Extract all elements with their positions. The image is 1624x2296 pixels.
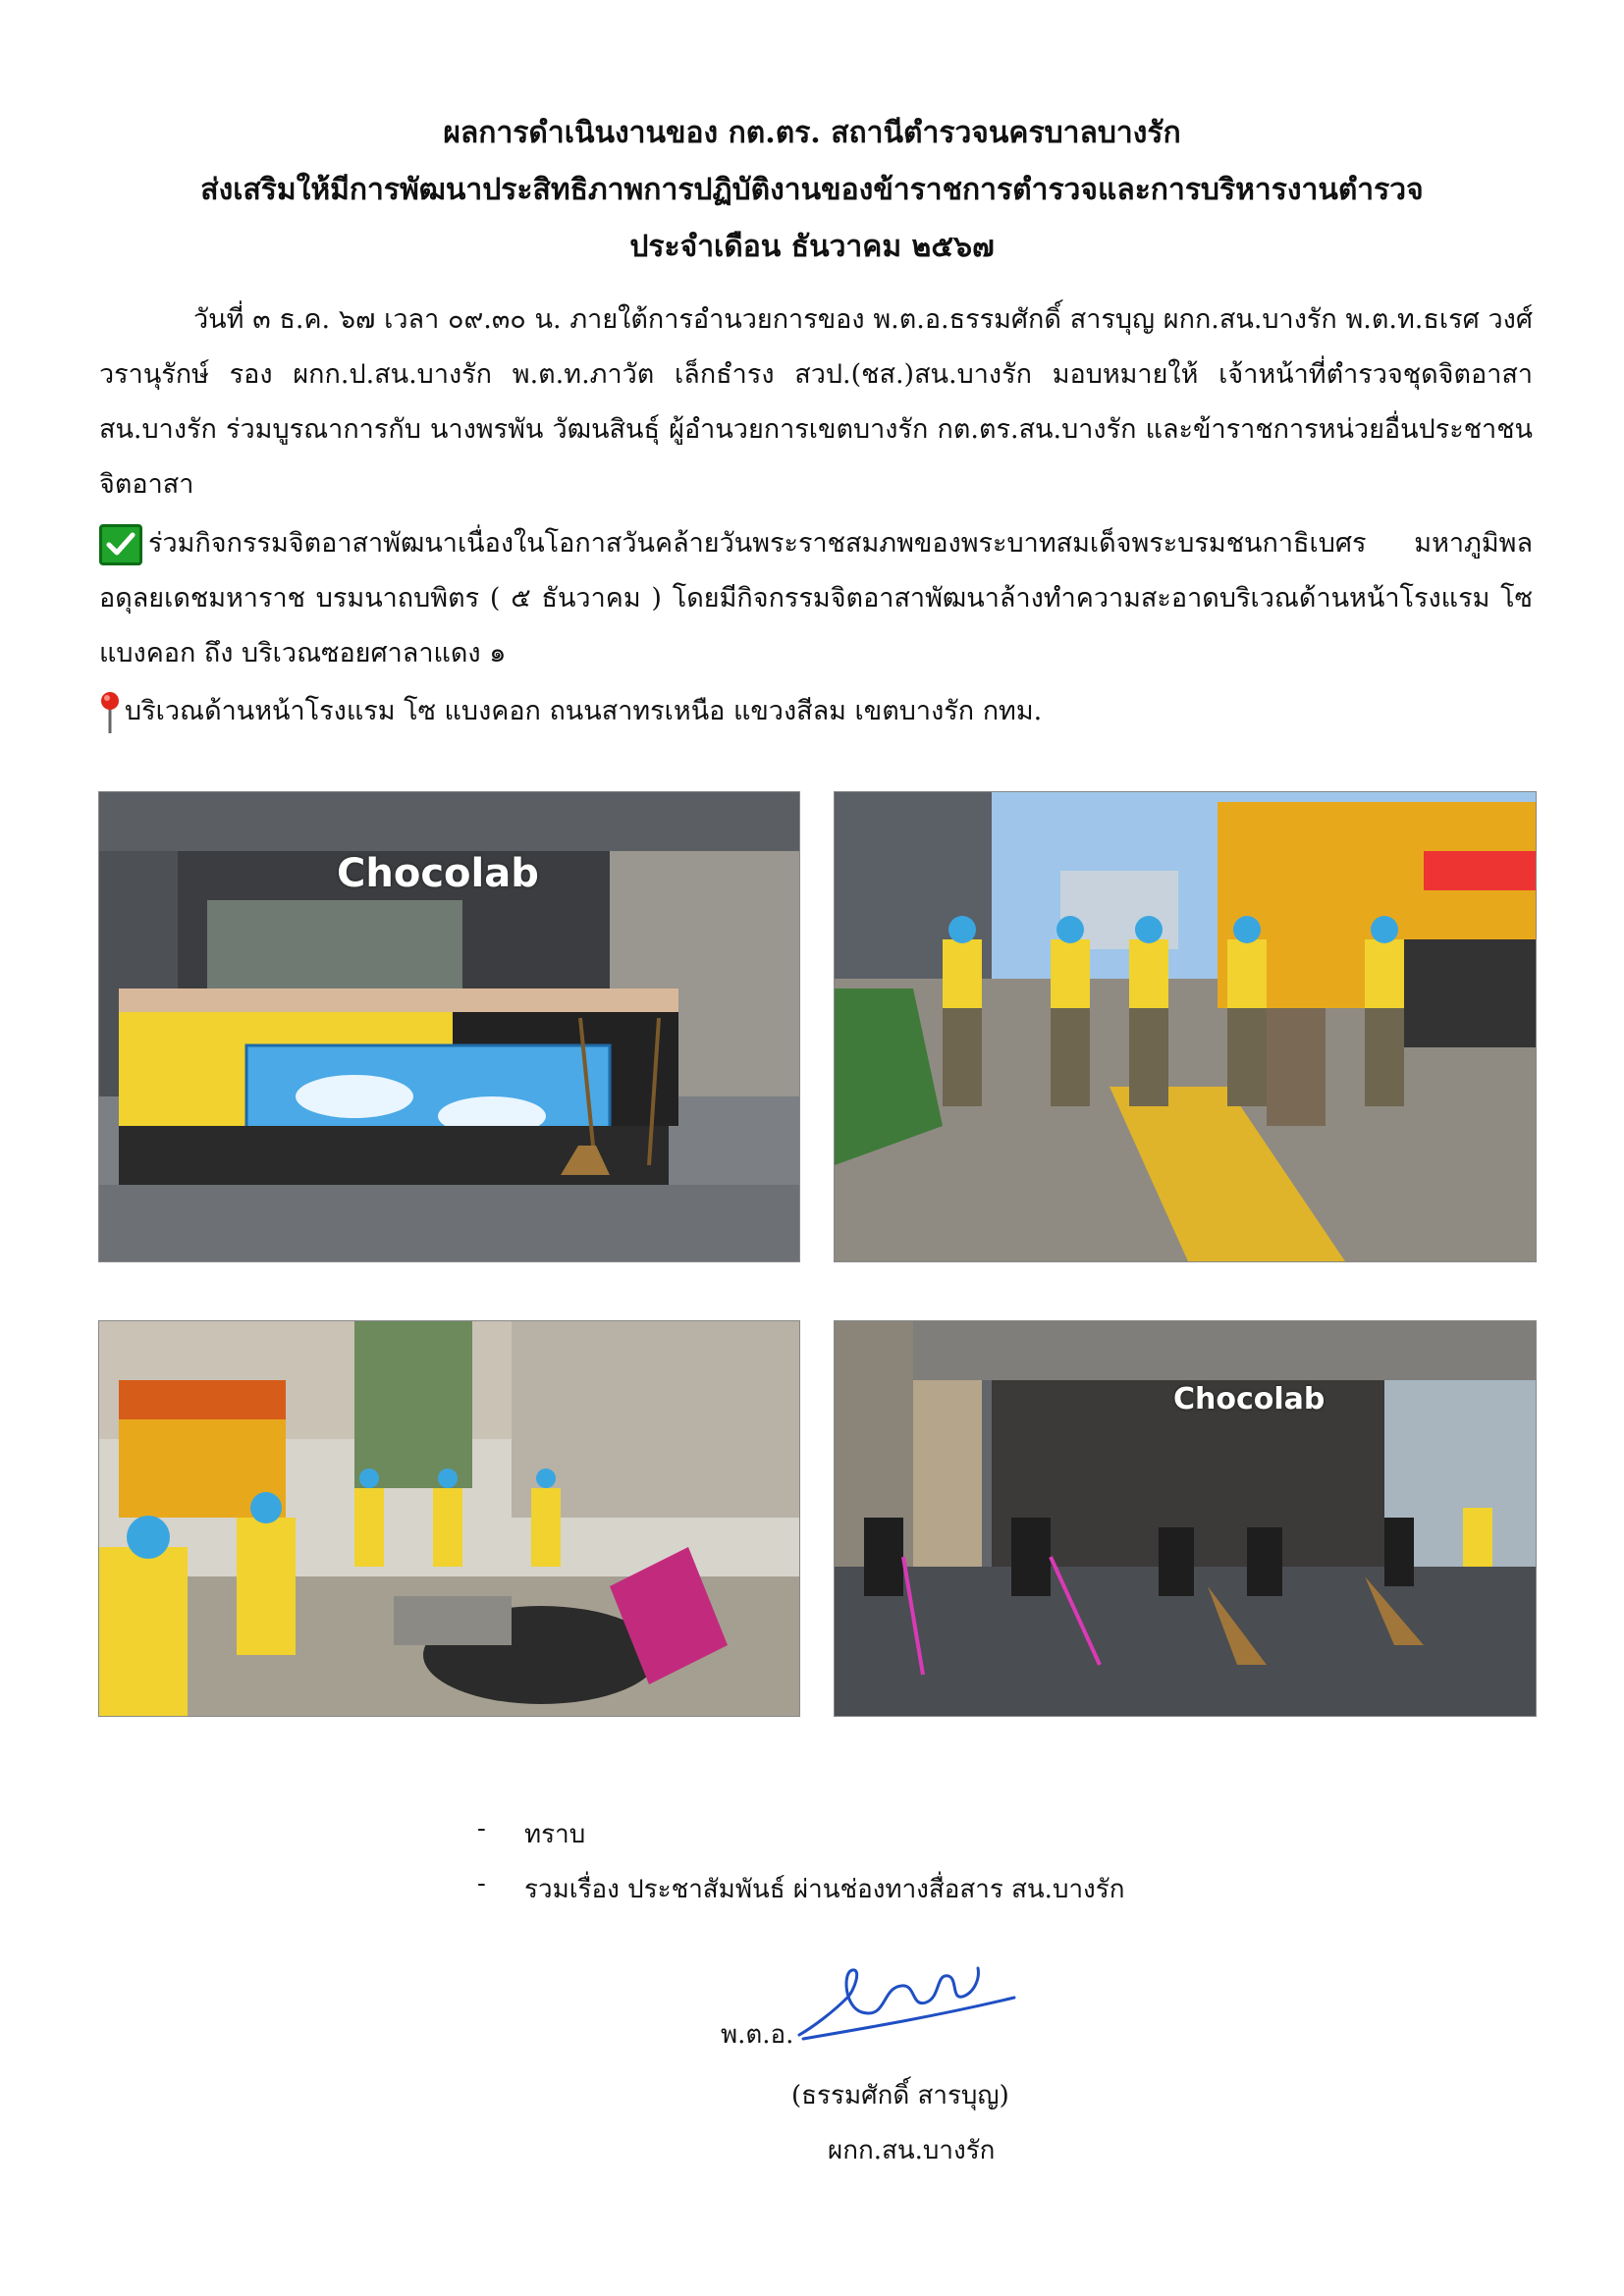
photo4-sign: Chocolab — [1173, 1382, 1326, 1416]
photo-street-cleaning — [98, 1320, 800, 1717]
note-acknowledge: ทราบ — [524, 1820, 586, 1849]
signature-position: ผกก.สน.บางรัก — [828, 2136, 996, 2165]
activity-text: ร่วมกิจกรรมจิตอาสาพัฒนาเนื่องในโอกาสวันคล้ายวันพระราชสมภพของพระบาทสมเด็จพระบรมชนกาธิเบศร มหาภูมิพลอดุลยเดชมหาราช บรมนาถบพิตร ( ๕ ธันวาคม ) โดยมีกิจกรรมจิตอาสาพัฒนาล้างทำความสะอาดบริเวณด้านหน้าโรงแรม โซ แบงคอก ถึง บริเวณซอยศาลาแดง ๑ — [99, 528, 1533, 668]
signature-name: (ธรรมศักดิ์ สารบุญ) — [791, 2081, 1009, 2110]
check-mark-icon — [99, 524, 142, 565]
signature-rank: พ.ต.อ. — [721, 2020, 794, 2050]
location-text: บริเวณด้านหน้าโรงแรม โซ แบงคอก ถนนสาทรเหนือ แขวงสีลม เขตบางรัก กทม. — [125, 696, 1043, 726]
signature-image — [793, 1958, 1019, 2047]
photo-chocolab-sweeping — [834, 1320, 1537, 1717]
title-line-1: ผลการดำเนินงานของ กต.ตร. สถานีตำรวจนครบาลบางรัก — [443, 116, 1181, 150]
note-public-relations: รวมเรื่อง ประชาสัมพันธ์ ผ่านช่องทางสื่อสาร สน.บางรัก — [524, 1875, 1125, 1904]
activity-paragraph — [99, 516, 1533, 681]
photo1-sign: Chocolab — [337, 851, 539, 896]
note-dash-1: - — [477, 1814, 486, 1843]
title-line-2: ส่งเสริมให้มีการพัฒนาประสิทธิภาพการปฏิบัติงานของข้าราชการตำรวจและการบริหารงานตำรวจ — [200, 173, 1424, 207]
photo-group-banner — [98, 791, 800, 1262]
main-paragraph: วันที่ ๓ ธ.ค. ๖๗ เวลา ๐๙.๓๐ น. ภายใต้การอำนวยการของ พ.ต.อ.ธรรมศักดิ์ สารบุญ ผกก.สน.บางรัก พ.ต.ท.ธเรศ วงศ์วรานุรักษ์ รอง ผกก.ป.สน.บางรัก พ.ต.ท.ภาวัต เล็กธำรง สวป.(ชส.)สน.บางรัก มอบหมายให้ เจ้าหน้าที่ตำรวจชุดจิตอาสา สน.บางรัก ร่วมบูรณาการกับ นางพรพัน วัฒนสินธุ์ ผู้อำนวยการเขตบางรัก กต.ตร.สน.บางรัก และข้าราชการหน่วยอื่นประชาชนจิตอาสา — [99, 304, 1533, 500]
note-dash-2: - — [477, 1869, 486, 1898]
title-line-3: ประจำเดือน ธันวาคม ๒๕๖๗ — [629, 230, 995, 264]
location-paragraph — [99, 684, 1533, 739]
photo-footpath-cleaning — [834, 791, 1537, 1262]
pushpin-icon — [99, 690, 121, 735]
